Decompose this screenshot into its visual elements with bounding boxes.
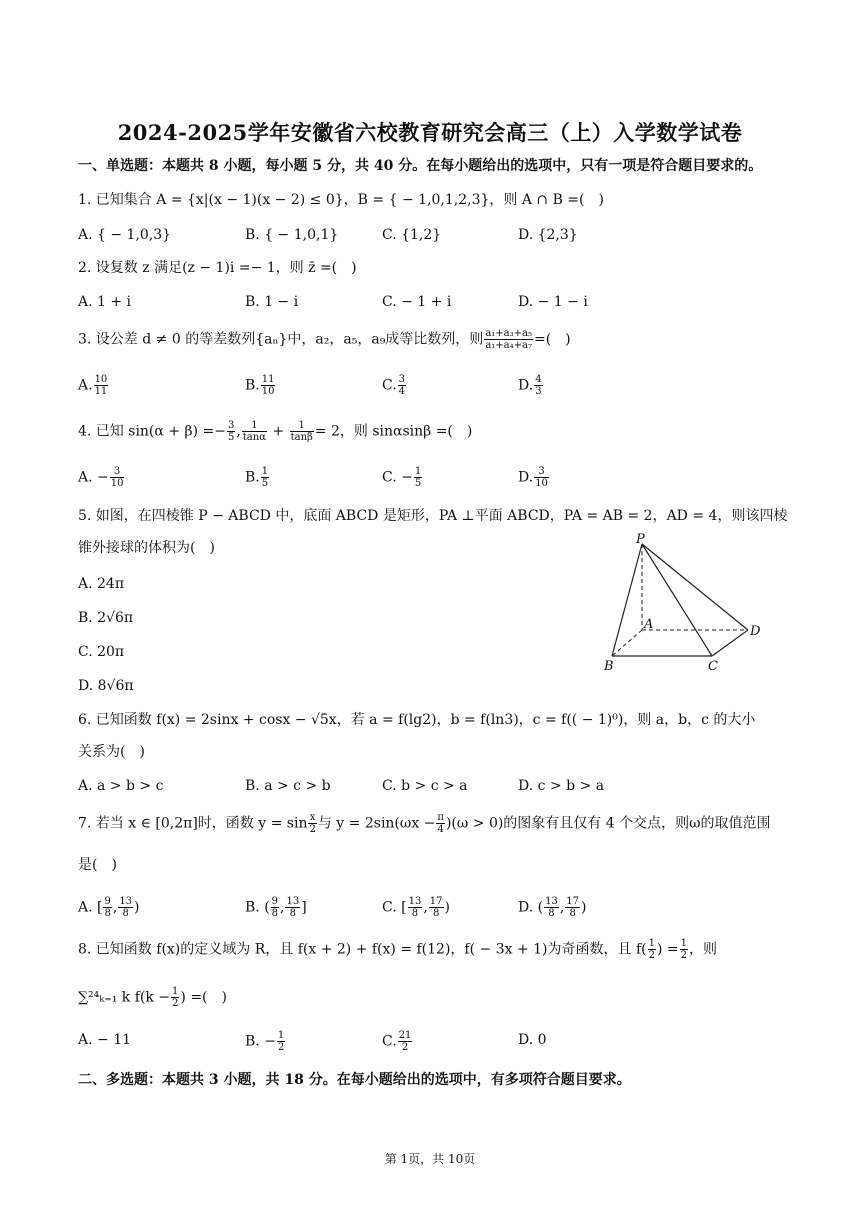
fraction-denominator: 2 xyxy=(648,950,655,961)
question-3-fraction-denominator: a₁+a₄+a₇ xyxy=(485,340,532,351)
question-7-option-b: B. ( $\frac{9}{8}$ , $\frac{13}{8}$ ] xyxy=(245,896,307,919)
option-label: C. xyxy=(382,377,397,394)
page-footer: 第 1页，共 10页 xyxy=(384,1152,476,1166)
fraction xyxy=(118,896,133,919)
option-fraction xyxy=(534,466,549,489)
question-4-option-c xyxy=(382,466,423,489)
option-label: A. [ xyxy=(78,899,103,916)
question-8-stem-text: 8. 已知函数 f(x)的定义域为 R，且 f(x + 2) + f(x) = f(12)，f( − 3x + 1)为奇函数，且 f( xyxy=(78,941,647,958)
option-fraction xyxy=(94,374,109,397)
fraction-numerator: x xyxy=(309,812,316,823)
option-label: A. xyxy=(78,377,93,394)
fraction-denominator: 4 xyxy=(398,386,406,397)
fraction-numerator: 1 xyxy=(172,986,179,997)
edge-pd xyxy=(642,544,748,630)
question-7-stem-line-2: 是( ) xyxy=(78,857,117,873)
question-3-stem xyxy=(78,328,571,351)
fraction-denominator: 8 xyxy=(569,908,576,919)
fraction-numerator: 1 xyxy=(277,1030,285,1041)
question-7-stem-text-3: )(ω > 0)的图象有且仅有 4 个交点，则ω的取值范围 xyxy=(445,815,771,832)
question-2-stem: 2. 设复数 z 满足(z − 1)i =− 1，则 z̄ =( ) xyxy=(78,260,357,276)
question-8-option-d: D. 0 xyxy=(518,1032,547,1048)
question-8-option-b xyxy=(245,1030,286,1053)
question-2-option-a: A. 1 + i xyxy=(78,294,132,310)
option-fraction xyxy=(414,466,422,489)
question-4-option-d xyxy=(518,466,550,489)
option-fraction xyxy=(277,1030,285,1053)
question-8-stem-line-1 xyxy=(78,938,717,961)
fraction-numerator: 11 xyxy=(261,374,275,385)
question-5-option-d: D. 8√6π xyxy=(78,678,134,694)
question-6-option-b: B. a > c > b xyxy=(245,778,331,794)
option-close: ) xyxy=(581,899,587,916)
question-1-stem: 1. 已知集合 A = {x|(x − 1)(x − 2) ≤ 0}，B = { − 1,0,1,2,3}，则 A ∩ B =( ) xyxy=(78,192,604,208)
question-3-fraction-numerator: a₁+a₃+a₅ xyxy=(485,328,532,339)
question-6-stem-line-1: 6. 已知函数 f(x) = 2sinx + cosx − √5x，若 a = f(lg2)，b = f(ln3)，c = f(( − 1)⁰)，则 a，b，c 的大小 xyxy=(78,712,756,728)
question-5-option-b: B. 2√6π xyxy=(78,610,134,626)
fraction xyxy=(436,812,445,835)
vertex-label-b: B xyxy=(604,659,614,672)
fraction-denominator: 2 xyxy=(309,824,316,835)
option-close: ) xyxy=(444,899,450,916)
question-5-stem-line-2: 锥外接球的体积为( ) xyxy=(78,540,215,556)
option-label: D. ( xyxy=(518,899,544,916)
question-8-option-c xyxy=(382,1030,413,1053)
fraction-numerator: 3 xyxy=(110,466,125,478)
fraction-denominator: 8 xyxy=(289,908,297,919)
question-7-stem-text-2: 与 y = 2sin(ωx − xyxy=(317,815,436,832)
question-7-stem-line-1 xyxy=(78,812,771,835)
vertex-label-a: A xyxy=(644,617,654,632)
option-label: B. ( xyxy=(245,899,270,916)
fraction-denominator: 8 xyxy=(411,908,419,919)
fraction-denominator: 10 xyxy=(535,478,548,489)
option-close: ) xyxy=(134,899,140,916)
edge-pb xyxy=(612,544,642,656)
question-3-fraction xyxy=(484,328,533,351)
option-fraction xyxy=(261,466,269,489)
fraction-numerator: 1 xyxy=(648,938,655,949)
fraction xyxy=(648,938,656,961)
fraction xyxy=(565,896,580,919)
fraction-denominator: 2 xyxy=(172,998,179,1009)
fraction-numerator: 10 xyxy=(94,374,108,385)
question-5-option-c: C. 20π xyxy=(78,644,125,660)
fraction-denominator: tanα xyxy=(242,432,266,443)
fraction-numerator: 1 xyxy=(242,420,267,432)
fraction xyxy=(308,812,316,835)
question-7-option-c: C. [ $\frac{13}{8}$ , $\frac{17}{8}$ ) xyxy=(382,896,450,919)
fraction-numerator: 1 xyxy=(680,938,687,949)
fraction-numerator: 3 xyxy=(227,420,235,431)
fraction-numerator: 9 xyxy=(104,896,111,907)
question-6-option-c: C. b > c > a xyxy=(382,778,468,794)
option-label: D. xyxy=(518,469,534,486)
question-8-stem-text-3: ，则 xyxy=(689,941,717,958)
fraction-denominator: 2 xyxy=(277,1042,285,1053)
question-4-option-a xyxy=(78,466,125,489)
option-label: C. xyxy=(382,1033,397,1050)
option-label: C. [ xyxy=(382,899,407,916)
section-heading-single-choice: 一、单选题：本题共 8 小题，每小题 5 分，共 40 分。在每小题给出的选项中，只有一项是符合题目要求的。 xyxy=(78,158,763,174)
question-3-option-a xyxy=(78,374,109,397)
question-4-stem-text: 4. 已知 sin(α + β) =− xyxy=(78,423,226,440)
fraction-denominator: 8 xyxy=(104,908,111,919)
option-close: ] xyxy=(301,899,307,916)
edge-cd xyxy=(712,630,748,656)
question-6-option-d: D. c > b > a xyxy=(518,778,605,794)
question-7-option-a: A. [ $\frac{9}{8}$ , $\frac{13}{8}$ ) xyxy=(78,896,140,919)
fraction xyxy=(227,420,235,443)
fraction-denominator: 8 xyxy=(122,908,129,919)
fraction-numerator: 17 xyxy=(566,896,580,907)
question-5-stem-line-1: 5. 如图，在四棱锥 P − ABCD 中，底面 ABCD 是矩形，PA ⊥平面 ABCD，PA = AB = 2，AD = 4，则该四棱 xyxy=(78,508,788,524)
option-fraction xyxy=(534,374,542,397)
edge-pc xyxy=(642,544,712,656)
option-label: B. xyxy=(245,377,260,394)
fraction xyxy=(544,896,559,919)
edge-ab-hidden xyxy=(612,630,642,656)
question-6-stem-line-2: 关系为( ) xyxy=(78,744,145,760)
fraction-numerator: 13 xyxy=(408,896,422,907)
vertex-label-c: C xyxy=(708,659,718,672)
fraction-denominator: 8 xyxy=(548,908,555,919)
fraction-numerator: π xyxy=(437,812,444,823)
question-8-sum-end: ) =( ) xyxy=(180,989,227,1006)
question-5-option-a: A. 24π xyxy=(78,576,125,592)
fraction xyxy=(408,896,423,919)
fraction xyxy=(103,896,111,919)
fraction-denominator: 11 xyxy=(94,386,108,397)
option-label: B. − xyxy=(245,1033,276,1050)
fraction xyxy=(429,896,444,919)
question-8-stem-line-2 xyxy=(78,986,227,1009)
fraction-numerator: 3 xyxy=(398,374,406,385)
question-2-option-b: B. 1 − i xyxy=(245,294,299,310)
fraction xyxy=(285,896,300,919)
page-title: 2024-2025学年安徽省六校教育研究会高三（上）入学数学试卷 xyxy=(117,120,743,145)
question-1-option-b: B. { − 1,0,1} xyxy=(245,227,339,243)
option-fraction xyxy=(398,374,406,397)
question-8-sum: ∑²⁴ₖ₌₁ k f(k − xyxy=(78,989,171,1006)
fraction-numerator: 21 xyxy=(398,1030,412,1041)
option-label: D. xyxy=(518,377,534,394)
section-heading-multi-choice: 二、多选题：本题共 3 小题，共 18 分。在每小题给出的选项中，有多项符合题目要求。 xyxy=(78,1072,631,1088)
fraction-numerator: 9 xyxy=(271,896,279,907)
fraction xyxy=(271,896,279,919)
question-7-stem-text: 7. 若当 x ∈ [0,2π]时，函数 y = sin xyxy=(78,815,308,832)
fraction xyxy=(242,420,267,443)
question-2-option-d: D. − 1 − i xyxy=(518,294,588,310)
question-1-option-c: C. {1,2} xyxy=(382,227,442,243)
fraction-numerator: 17 xyxy=(429,896,443,907)
fraction-numerator: 1 xyxy=(290,420,314,432)
option-fraction xyxy=(398,1030,413,1053)
fraction-denominator: 8 xyxy=(432,908,440,919)
question-4-stem: 4. 已知 sin(α + β) =− $\frac{3}{5}$ , $\frac{1}{\tan\alpha}$ + $\frac{1}{\tan\beta}$ = 2，则 sinαsinβ =( ) xyxy=(78,420,473,443)
option-label: B. xyxy=(245,469,260,486)
fraction-denominator: 3 xyxy=(535,386,542,397)
fraction-numerator: 3 xyxy=(534,466,549,478)
option-label: A. − xyxy=(78,469,109,486)
vertex-label-d: D xyxy=(750,624,761,639)
question-3-option-d xyxy=(518,374,544,397)
question-2-option-c: C. − 1 + i xyxy=(382,294,452,310)
question-8-option-a: A. − 11 xyxy=(78,1032,132,1048)
fraction-numerator: 4 xyxy=(535,374,542,385)
question-3-stem-end: =( ) xyxy=(533,331,571,348)
fraction-numerator: 13 xyxy=(545,896,558,907)
question-3-option-b xyxy=(245,374,276,397)
fraction-numerator: 1 xyxy=(261,466,269,477)
question-1-option-d: D. {2,3} xyxy=(518,227,578,243)
fraction-denominator: 10 xyxy=(110,478,124,489)
question-4-option-b xyxy=(245,466,270,489)
option-fraction xyxy=(110,466,125,489)
option-fraction xyxy=(261,374,276,397)
question-1-option-a: A. { − 1,0,3} xyxy=(78,227,172,243)
vertex-label-p: P xyxy=(636,532,645,547)
fraction-denominator: 5 xyxy=(227,432,235,443)
fraction-denominator: 5 xyxy=(414,478,422,489)
question-4-stem-end: = 2，则 sinαsinβ =( ) xyxy=(314,423,473,440)
question-3-stem-text: 3. 设公差 d ≠ 0 的等差数列{aₙ}中，a₂，a₅，a₉成等比数列，则 xyxy=(78,331,484,348)
fraction-numerator: 13 xyxy=(119,896,133,907)
question-3-option-c xyxy=(382,374,407,397)
fraction xyxy=(290,420,314,443)
fraction-denominator: 8 xyxy=(271,908,279,919)
fraction-denominator: 4 xyxy=(437,824,444,835)
fraction-numerator: 1 xyxy=(414,466,422,477)
question-8-stem-text-2: ) = xyxy=(656,941,679,958)
fraction-denominator: 5 xyxy=(261,478,269,489)
pyramid-figure xyxy=(600,532,770,672)
fraction-denominator: 2 xyxy=(680,950,687,961)
fraction xyxy=(171,986,179,1009)
fraction-denominator: 2 xyxy=(401,1042,409,1053)
question-6-option-a: A. a > b > c xyxy=(78,778,164,794)
option-label: C. − xyxy=(382,469,413,486)
fraction-denominator: 10 xyxy=(261,386,275,397)
fraction xyxy=(680,938,688,961)
fraction-denominator: tanβ xyxy=(290,432,313,443)
fraction-numerator: 13 xyxy=(286,896,300,907)
question-7-option-d: D. ( $\frac{13}{8}$ , $\frac{17}{8}$ ) xyxy=(518,896,587,919)
